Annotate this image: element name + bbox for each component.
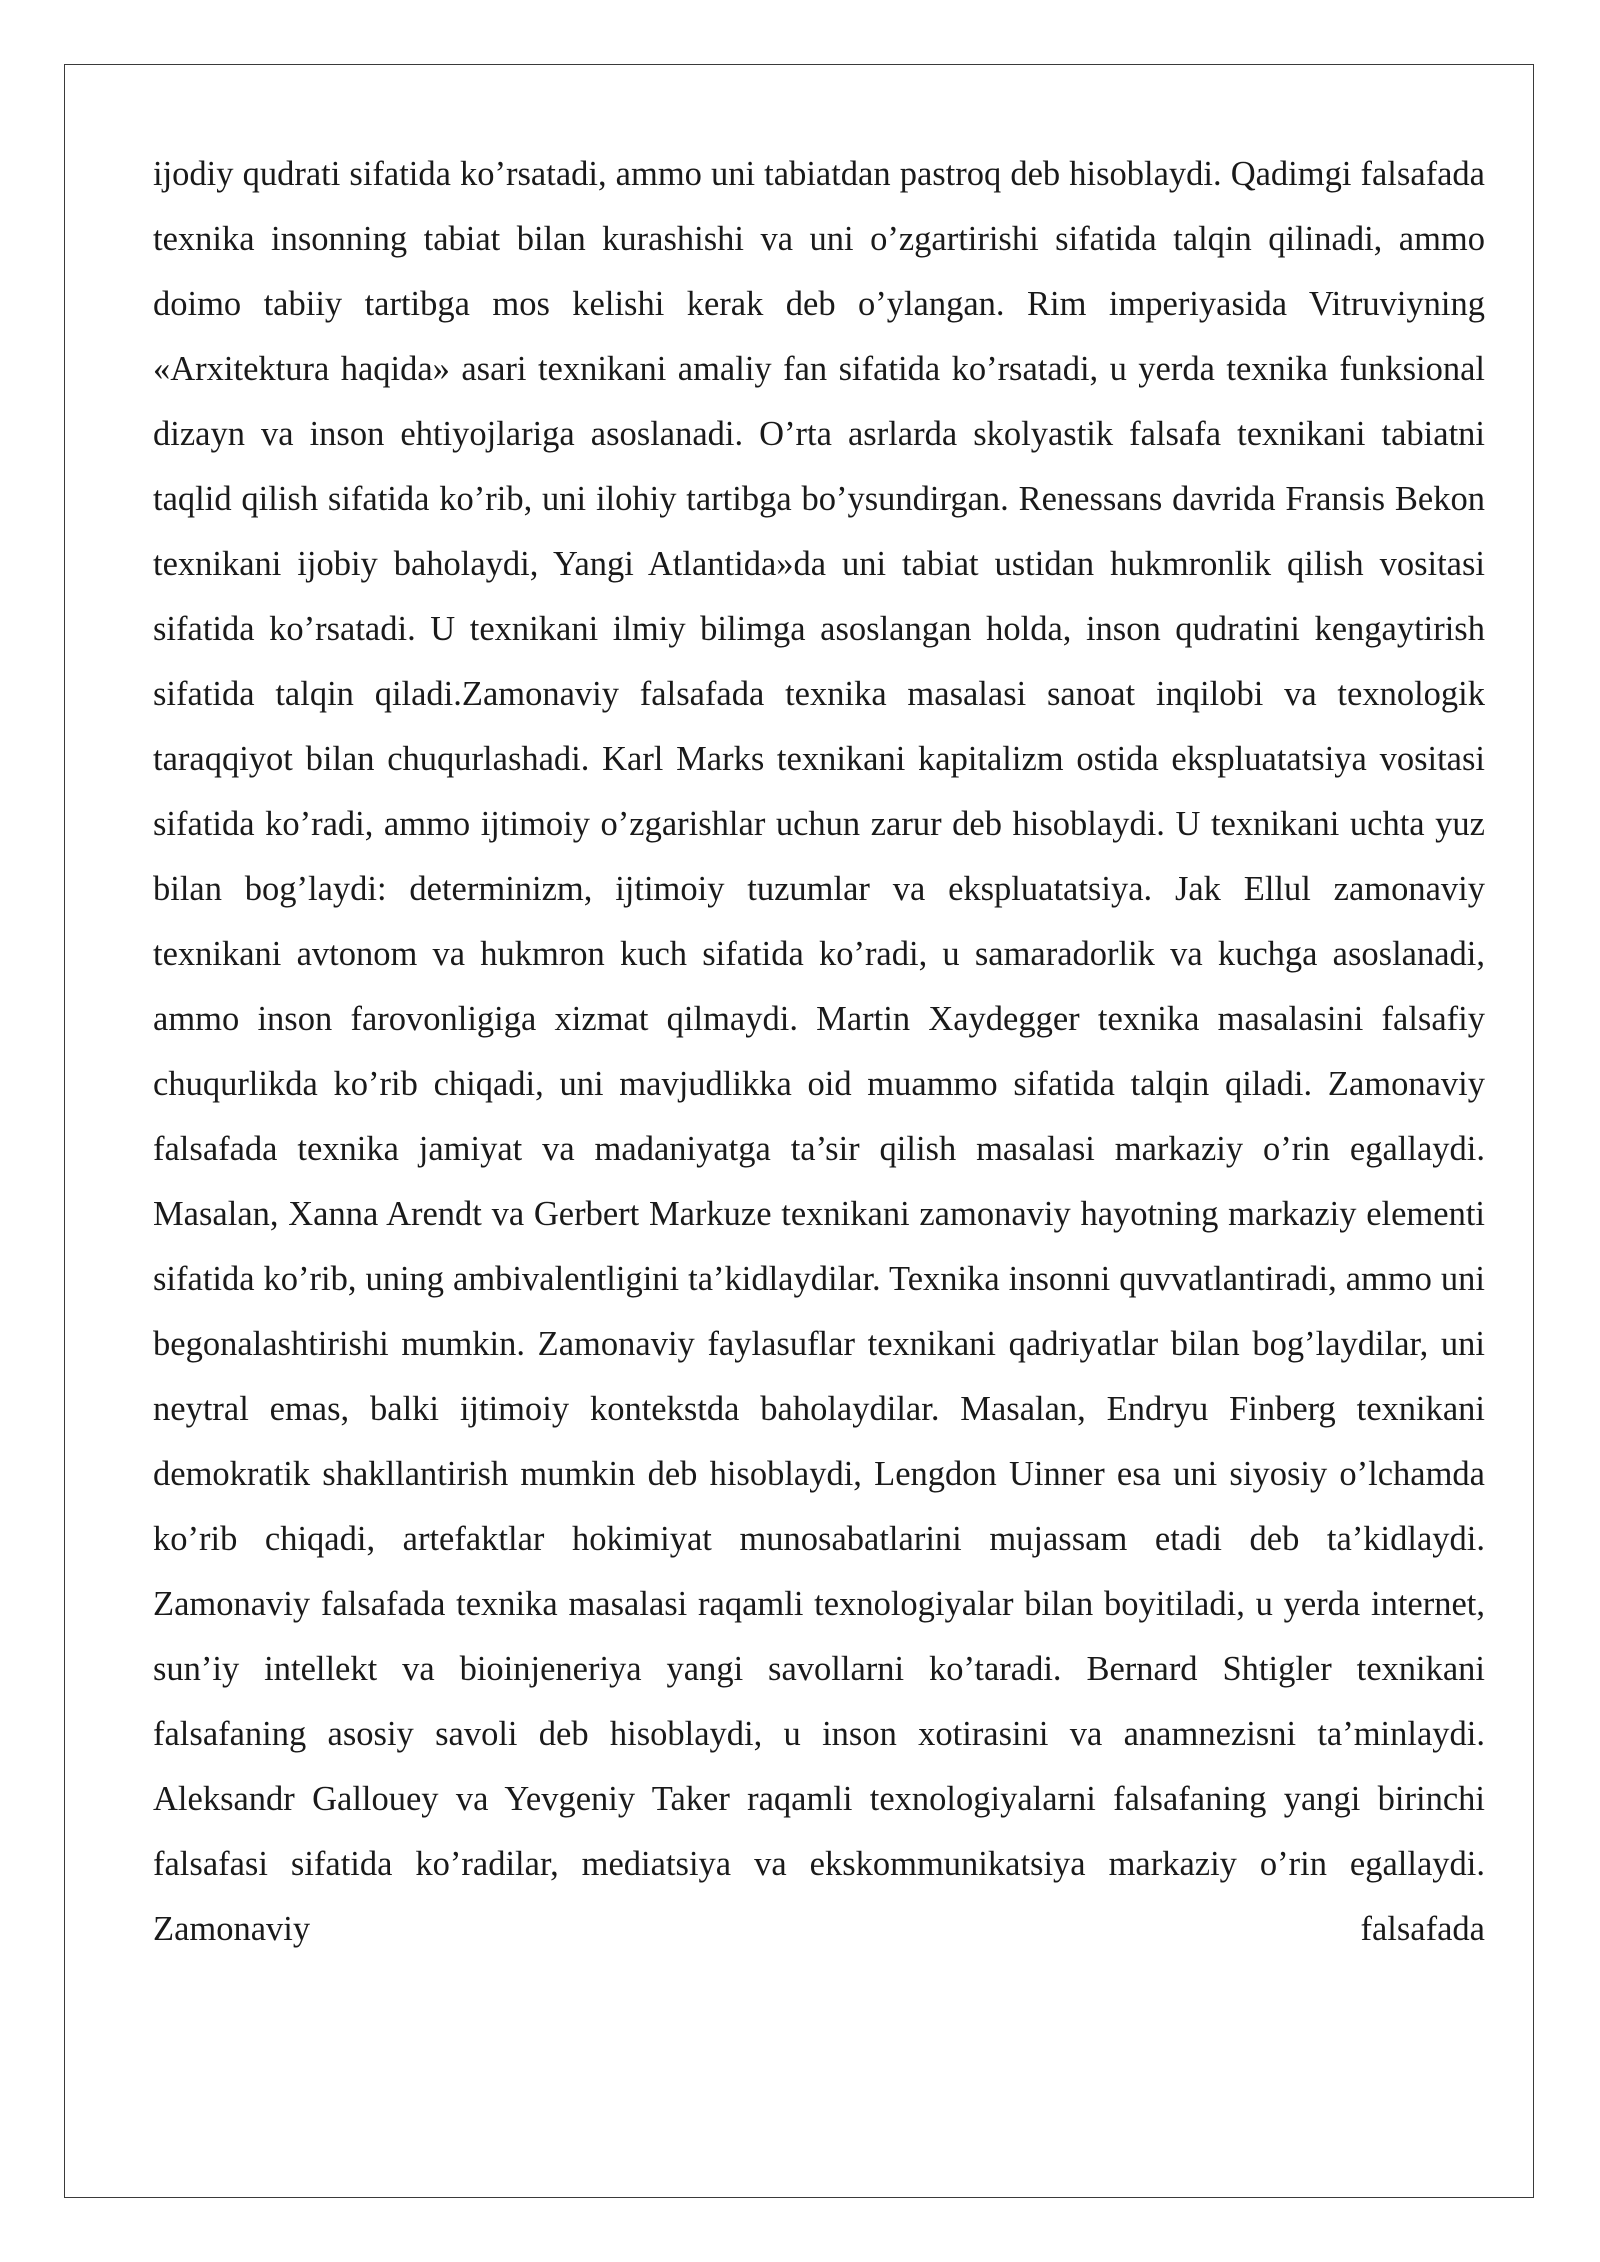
body-paragraph: ijodiy qudrati sifatida ko’rsatadi, ammo uni tabiatdan pastroq deb hisoblaydi. Qadimgi falsafada texnika insonning tabiat bilan kurashishi va uni o’zgartirishi sifatida talqin qilinadi, ammo doimo tabiiy tartibga mos kelishi kerak deb o’ylangan. Rim imperiyasida Vitruviyning «Arxitektura haqida» asari texnikani amaliy fan sifatida ko’rsatadi, u yerda texnika funksional dizayn va inson ehtiyojlariga asoslanadi. O’rta asrlarda skolyastik falsafa texnikani tabiatni taqlid qilish sifatida ko’rib, uni ilohiy tartibga bo’ysundirgan. Renessans davrida Fransis Bekon texnikani ijobiy baholaydi, Yangi Atlantida»da uni tabiat ustidan hukmronlik qilish vositasi sifatida ko’rsatadi. U texnikani ilmiy bilimga asoslangan holda, inson qudratini kengaytirish sifatida talqin qiladi.Zamonaviy falsafada texnika masalasi sanoat inqilobi va texnologik taraqqiyot bilan chuqurlashadi. Karl Marks texnikani kapitalizm ostida ekspluatatsiya vositasi sifatida ko’radi, ammo ijtimoiy o’zgarishlar uchun zarur deb hisoblaydi. U texnikani uchta yuz bilan bog’laydi: determinizm, ijtimoiy tuzumlar va ekspluatatsiya. Jak Ellul zamonaviy texnikani avtonom va hukmron kuch sifatida ko’radi, u samaradorlik va kuchga asoslanadi, ammo inson farovonligiga xizmat qilmaydi. Martin Xaydegger texnika masalasini falsafiy chuqurlikda ko’rib chiqadi, uni mavjudlikka oid muammo sifatida talqin qiladi. Zamonaviy falsafada texnika jamiyat va madaniyatga ta’sir qilish masalasi markaziy o’rin egallaydi. Masalan, Xanna Arendt va Gerbert Markuze texnikani zamonaviy hayotning markaziy elementi sifatida ko’rib, uning ambivalentligini ta’kidlaydilar. Texnika insonni quvvatlantiradi, ammo uni begonalashtirishi mumkin. Zamonaviy faylasuflar texnikani qadriyatlar bilan bog’laydilar, uni neytral emas, balki ijtimoiy kontekstda baholaydilar. Masalan, Endryu Finberg texnikani demokratik shakllantirish mumkin deb hisoblaydi, Lengdon Uinner esa uni siyosiy o’lchamda ko’rib chiqadi, artefaktlar hokimiyat munosabatlarini mujassam etadi deb ta’kidlaydi. Zamonaviy falsafada texnika masalasi raqamli texnologiyalar bilan boyitiladi, u yerda internet, sun’iy intellekt va bioinjeneriya yangi savollarni ko’taradi. Bernard Shtigler texnikani falsafaning asosiy savoli deb hisoblaydi, u inson xotirasini va anamnezisni ta’minlaydi. Aleksandr Gallouey va Yevgeniy Taker raqamli texnologiyalarni falsafaning yangi birinchi falsafasi sifatida ko’radilar, mediatsiya va ekskommunikatsiya markaziy o’rin egallaydi. Zamonaviy falsafada [153, 155, 1485, 1948]
